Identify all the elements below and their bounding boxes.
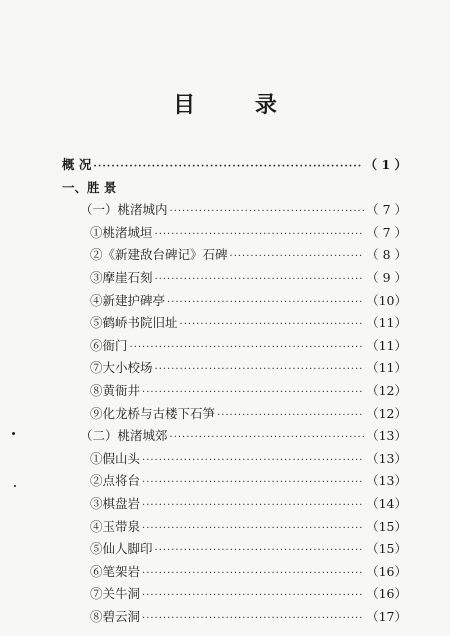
toc-entry <box>62 584 407 607</box>
toc-entry-page: （11） <box>366 337 407 353</box>
dot-leader <box>155 229 365 240</box>
toc-entry-label: ④玉带泉 <box>90 518 141 534</box>
toc-entry-page: （ 1 ） <box>364 157 407 172</box>
toc-entry-page: （14） <box>366 495 407 511</box>
toc-entry-page: （13） <box>366 473 407 489</box>
toc-entry <box>62 155 407 178</box>
toc-entry <box>62 449 407 472</box>
dot-leader <box>155 274 365 285</box>
toc-entry-page: （13） <box>366 428 407 444</box>
dot-leader <box>167 297 364 308</box>
toc-entry-page: （ 7 ） <box>366 224 407 240</box>
toc-entry <box>62 291 407 314</box>
dot-leader <box>142 500 364 511</box>
toc-entry-label: ④新建护碑亭 <box>90 292 166 308</box>
toc-entry <box>62 607 407 630</box>
toc-entry-page: （13） <box>366 450 407 466</box>
toc-entry-page: （11） <box>366 360 407 376</box>
toc-entry-page: （ 9 ） <box>366 269 407 285</box>
scan-speck <box>12 432 15 435</box>
toc-entry-label: ⑦大小校场 <box>90 360 153 376</box>
toc-entry <box>62 381 407 404</box>
toc-entry-label: （一）桃渚城内 <box>80 202 168 218</box>
dot-leader <box>170 206 365 217</box>
toc-entry <box>62 313 407 336</box>
dot-leader <box>142 568 364 579</box>
dot-leader <box>155 545 365 556</box>
toc-entry <box>62 268 407 291</box>
toc-entry <box>62 245 407 268</box>
toc-entry <box>62 517 407 540</box>
dot-leader <box>180 319 365 330</box>
toc-entry <box>62 200 407 223</box>
dot-leader <box>142 387 364 398</box>
dot-leader <box>230 251 365 262</box>
toc-entry <box>62 562 407 585</box>
toc-entry <box>62 404 407 427</box>
toc-entry-page: （15） <box>366 518 407 534</box>
toc-entry-label: ①假山头 <box>90 450 141 466</box>
toc-entry-label: ⑧碧云洞 <box>90 608 141 624</box>
toc-entry <box>62 471 407 494</box>
dot-leader <box>142 455 364 466</box>
page-title: 目 录 <box>173 92 303 118</box>
dot-leader <box>130 342 365 353</box>
toc-entry <box>62 223 407 246</box>
toc-entry <box>62 426 407 449</box>
dot-leader <box>155 364 365 375</box>
toc-entry <box>62 494 407 517</box>
dot-leader <box>142 523 364 534</box>
toc-entry-label: ⑤仙人脚印 <box>90 541 153 557</box>
toc-entry-page: （15） <box>366 541 407 557</box>
toc-entry <box>62 539 407 562</box>
toc-entry-page: （ 7 ） <box>366 202 407 218</box>
toc-entry-page: （12） <box>366 405 407 421</box>
toc-entry-label: ②点将台 <box>90 473 141 489</box>
dot-leader <box>93 161 362 172</box>
toc-entry-label: （二）桃渚城郊 <box>80 428 168 444</box>
toc-entry-page: （16） <box>366 563 407 579</box>
toc-entry-label: ⑤鹤峤书院旧址 <box>90 315 178 331</box>
toc-entry-label: ①桃渚城垣 <box>90 224 153 240</box>
toc-entry-label: ⑦关牛洞 <box>90 586 141 602</box>
toc-entry <box>62 336 407 359</box>
toc-entry-label: 概 况 <box>62 157 92 172</box>
dot-leader <box>142 590 364 601</box>
dot-leader <box>142 477 364 488</box>
toc-entry-label: ⑧黄衙井 <box>90 382 141 398</box>
dot-leader <box>217 410 364 421</box>
toc-entry-page: （ 8 ） <box>366 247 407 263</box>
dot-leader <box>170 432 365 443</box>
toc-entry-page: （11） <box>366 315 407 331</box>
scan-speck <box>14 485 16 487</box>
toc-entry-page: （12） <box>366 382 407 398</box>
toc-entry-label: ③摩崖石刻 <box>90 269 153 285</box>
toc-entry-page: （10） <box>366 292 407 308</box>
toc-entry-label: ②《新建敌台碑记》石碑 <box>90 247 228 263</box>
toc-entry <box>62 178 407 201</box>
table-of-contents <box>62 155 407 629</box>
toc-entry-label: ⑨化龙桥与古楼下石笋 <box>90 405 216 421</box>
toc-entry <box>62 358 407 381</box>
toc-entry-label: ⑥笔架岩 <box>90 563 141 579</box>
toc-entry-label: ③棋盘岩 <box>90 495 141 511</box>
toc-entry-page: （17） <box>366 608 407 624</box>
dot-leader <box>142 613 364 624</box>
toc-entry-label: 一、胜 景 <box>62 179 117 195</box>
toc-entry-page: （16） <box>366 586 407 602</box>
toc-entry-label: ⑥衙门 <box>90 337 128 353</box>
